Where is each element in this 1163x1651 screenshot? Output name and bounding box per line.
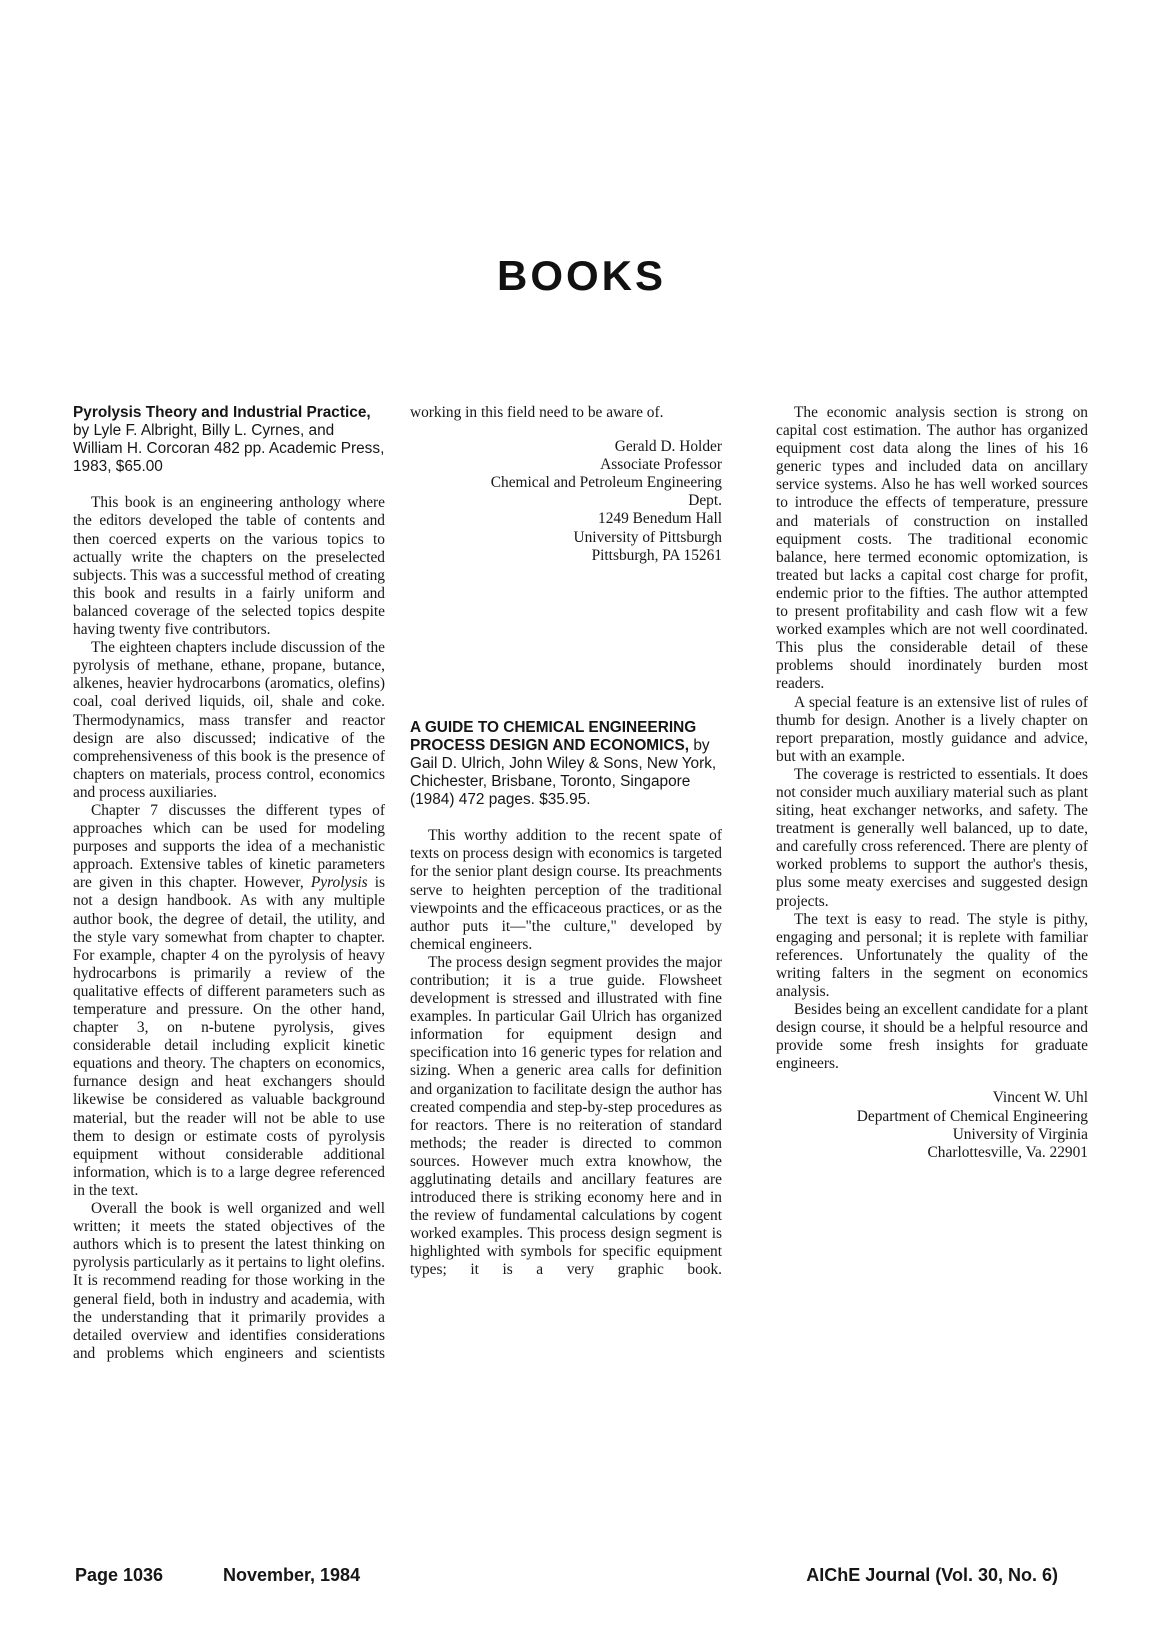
review-1-reviewer-name: Gerald D. Holder [614,438,722,456]
review-2-paragraph-7: Besides being an excellent candidate for a plant design course, it should be a helpful resource and provide some fresh insights for graduate engineers. [776,1001,1088,1073]
review-1-paragraph-2: The eighteen chapters include discussion of the pyrolysis of methane, ethane, propane, butance, alkenes, heavier hydrocarbons (aromatics, olefins) coal, coal derived liquids, oil, shale and coke. Thermodynamics, mass transfer and reactor design are also discussed; indicative of the comprehensiveness of this book is the presence of chapters on materials, process control, economics and process auxiliaries. [73,639,385,801]
review-2-paragraph-5: The coverage is restricted to essentials. It does not consider much auxiliary material such as plant siting, heat exchanger networks, and safety. The treatment is generally well balanced, up to date, and carefully cross referenced. There are plenty of worked problems to support the author's thesis, plus some meaty exercises and suggested design projects. [776,765,1088,910]
footer-date: November, 1984 [223,1565,361,1585]
review-2-paragraph-2-start: The process design segment provides the major contribution; it is a true guide. Flowsheet development is stressed and illustrated with fine examples. In particular Gail Ulrich has organized information for equipment design and specification into 16 generic types for relation and sizing. When a generic area calls for definition and organization to facilitate design the author has created compendia and step-by-step procedures as for reactors. There is no reiteration of standard methods; the reader is directed to common sources. However much extra knowhow, the agglutinating details and ancillary features are introduced there is striking economy here and in the review of fundamental calculations by cogent worked examples. This process design segment is highlighted with symbols for specific equipment types; it is a very graphic book. [410,953,722,1279]
review-2-signature [776,1089,1088,1161]
review-1-reviewer-department-cont: Dept. [688,492,722,510]
review-2-paragraph-3: The economic analysis section is strong on capital cost estimation. The author has organized equipment cost data along the lines of his 16 generic types and included data on ancillary service systems. Also he has well worked sources to introduce the effects of temperature, pressure and materials of construction on installed equipment costs. The traditional economic balance, here termed economic optomization, is treated but lacks a capital cost charge for profit, endemic prior to the fifties. The author attempted to present profitability and cash flow wit a few worked examples which are not well coordinated. This plus the considerable detail of these problems should inordinately burden most readers. [776,404,1088,693]
review-2-heading [410,719,722,809]
review-1-book-details: by Lyle F. Albright, Billy L. Cyrnes, and William H. Corcoran 482 pp. Academic Press, 1983, $65.00 [73,422,385,476]
review-2-book-details: by Gail D. Ulrich, John Wiley & Sons, New York, Chichester, Brisbane, Toronto, Singapore (1984) 472 pages. $35.95. [410,736,717,809]
review-1-reviewer-city: Pittsburgh, PA 15261 [591,546,722,564]
review-1-book-title: Pyrolysis Theory and Industrial Practice, [73,404,371,421]
review-1-paragraph-3-part-b: is not a design handbook. As with any multiple author book, the degree of detail, the utility, and the style vary somewhat from chapter to chapter. For example, chapter 4 on the pyrolysis of heavy hydrocarbons is primarily a review of the qualitative effects of different parameters such as temperature and pressure. On the other hand, chapter 3, on n-butene pyrolysis, gives considerable detail including explicit kinetic equations and theory. The chapters on economics, furnance design and heat exchangers should likewise be considered as valuable background material, but the reader will not be able to use them to design or estimate costs of pyrolysis equipment without considerable additional information, which is to a large degree referenced in the text. [73,874,385,1199]
review-1-reviewer-department: Chemical and Petroleum Engineering [490,474,722,492]
review-2-paragraph-1: This worthy addition to the recent spate of texts on process design with economics is targeted for the senior plant design course. Its preachments serve to heighten perception of the traditional viewpoints and the efficaceous practices, or as the author puts it—"the culture," developed by chemical engineers. [410,827,722,953]
review-1-paragraph-3-part-a: Chapter 7 discusses the different types of approaches which can be used for modeling purposes and supports the idea of a mechanistic approach. Extensive tables of kinetic parameters are given in this chapter. However, [73,801,385,892]
review-2-book-title: A GUIDE TO CHEMICAL ENGINEERING PROCESS DESIGN AND ECONOMICS, [410,718,697,754]
footer-page-number: Page 1036 [75,1565,164,1585]
review-1-reviewer-university: University of Pittsburgh [573,528,722,546]
column-2 [410,404,722,1280]
review-1-paragraph-1: This book is an engineering anthology where the editors developed the table of contents and then coerced experts on the various topics to actually write the chapters on the preselected subjects. This was a successful method of creating this book and results in a fairly uniform and balanced coverage of the selected topics despite having twenty five contributors. [73,494,385,639]
review-1-reviewer-address: 1249 Benedum Hall [598,510,722,528]
review-1-paragraph-3-italic: Pyrolysis [310,874,368,892]
review-1-paragraph-4-continued: working in this field need to be aware of. [410,404,664,421]
review-1-paragraph-3 [73,802,385,1200]
footer-journal: AIChE Journal (Vol. 30, No. 6) [806,1565,1058,1585]
review-2-reviewer-university: University of Virginia [952,1125,1088,1143]
review-1-reviewer-position: Associate Professor [600,456,722,474]
review-2-reviewer-name: Vincent W. Uhl [992,1089,1088,1107]
column-1 [73,404,385,1363]
review-2-reviewer-city: Charlottesville, Va. 22901 [927,1143,1088,1161]
review-1-signature [410,438,722,565]
review-2-paragraph-4: A special feature is an extensive list of rules of thumb for design. Another is a lively chapter on report preparation, mostly guidance and advice, but with an example. [776,693,1088,765]
review-2-paragraph-6: The text is easy to read. The style is pithy, engaging and personal; it is replete with familiar references. Unfortunately the quality of the writing falters in the segment on economics analysis. [776,910,1088,1000]
column-3 [776,404,1088,1162]
review-2-reviewer-department: Department of Chemical Engineering [856,1107,1088,1125]
review-1-paragraph-4-start: Overall the book is well organized and well written; it meets the stated objectives of the authors which is to present the latest thinking on pyrolysis particularly as it pertains to light olefins. It is recommend reading for those working in the general field, both in industry and academia, with the understanding that it primarily provides a detailed overview and identifies considerations and problems which engineers and scientists [73,1200,385,1362]
review-1-heading [73,404,385,476]
page-title: BOOKS [496,252,666,299]
